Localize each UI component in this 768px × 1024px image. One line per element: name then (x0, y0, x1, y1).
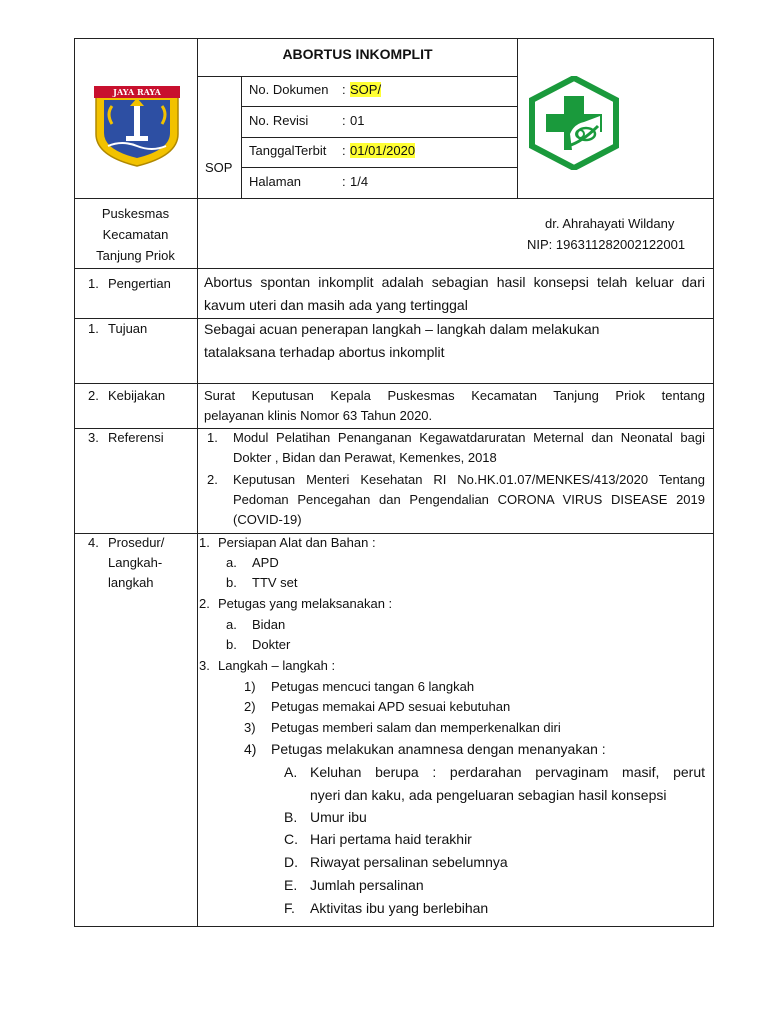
ref-2-line-2: Pedoman Pencegahan dan Pengendalian CORONA VIRUS DISEASE 2019 (233, 492, 705, 507)
meta-label-tanggal: TanggalTerbit (249, 143, 327, 158)
sop-label: SOP (205, 160, 233, 175)
sub-item: Petugas memakai APD sesuai kebutuhan (271, 699, 511, 714)
meta-value-dokumen: SOP/ (350, 82, 382, 97)
anamnesa-item: Jumlah persalinan (310, 877, 424, 893)
anamnesa-item: Hari pertama haid terakhir (310, 831, 472, 847)
meta-value-halaman: 1/4 (350, 174, 369, 189)
signer-nip: NIP: 196311282002122001 (527, 237, 686, 252)
kebijakan-line-2: pelayanan klinis Nomor 63 Tahun 2020. (204, 408, 433, 423)
sub-num: 4) (244, 741, 257, 757)
sub-item: Petugas mencuci tangan 6 langkah (271, 679, 475, 694)
puskesmas-logo (528, 76, 620, 170)
meta-colon: : (342, 174, 346, 189)
meta-value-revisi: 01 (350, 113, 365, 128)
tujuan-line-2: tatalaksana terhadap abortus inkomplit (204, 344, 445, 360)
anamnesa-num: A. (284, 764, 298, 780)
sub-item: APD (252, 555, 279, 570)
meta-colon: : (342, 113, 346, 128)
ref-1-line-1: Modul Pelatihan Penanganan Kegawatdaruratan Meternal dan Neonatal bagi (233, 430, 705, 445)
ref-num: 1. (207, 430, 218, 445)
step-3-text: Langkah – langkah : (218, 658, 336, 673)
signer-name: dr. Ahrahayati Wildany (545, 216, 675, 231)
kebijakan-line-1: Surat Keputusan Kepala Puskesmas Kecamatan Tanjung Priok tentang (204, 388, 705, 403)
sub-item: Dokter (252, 637, 291, 652)
anamnesa-item: Riwayat persalinan sebelumnya (310, 854, 508, 870)
row-label-kebijakan: Kebijakan (108, 388, 166, 403)
ref-2-line-3: (COVID-19) (233, 512, 302, 527)
row-num: 3. (88, 430, 99, 445)
document-title: ABORTUS INKOMPLIT (282, 46, 433, 62)
step-num: 3. (199, 658, 210, 673)
sub-num: a. (226, 555, 237, 570)
svg-text:JAYA RAYA: JAYA RAYA (113, 87, 161, 97)
anamnesa-num: B. (284, 809, 298, 825)
tujuan-line-1: Sebagai acuan penerapan langkah – langkah dalam melakukan (204, 321, 600, 337)
sub-item: Petugas melakukan anamnesa dengan menanyakan : (271, 741, 606, 757)
anamnesa-num: E. (284, 877, 298, 893)
sub-num: 2) (244, 699, 256, 714)
row-num: 2. (88, 388, 99, 403)
sub-num: b. (226, 575, 237, 590)
row-label-prosedur-3: langkah (108, 575, 154, 590)
row-label-tujuan: Tujuan (108, 321, 148, 336)
ref-2-line-1: Keputusan Menteri Kesehatan RI No.HK.01.07/MENKES/413/2020 Tentang (233, 472, 705, 487)
meta-label-revisi: No. Revisi (249, 113, 309, 128)
row-label-prosedur-2: Langkah- (108, 555, 163, 570)
sub-item: Bidan (252, 617, 286, 632)
anamnesa-item: Umur ibu (310, 809, 367, 825)
org-line-2: Kecamatan (102, 227, 169, 242)
row-num: 1. (88, 276, 99, 291)
org-line-3: Tanjung Priok (96, 248, 175, 263)
sub-num: 1) (244, 679, 256, 694)
row-label-prosedur-1: Prosedur/ (108, 535, 165, 550)
meta-colon: : (342, 143, 346, 158)
meta-colon: : (342, 82, 346, 97)
sub-item: Petugas memberi salam dan memperkenalkan diri (271, 720, 561, 735)
sub-num: b. (226, 637, 237, 652)
row-label-referensi: Referensi (108, 430, 164, 445)
row-num: 1. (88, 321, 99, 336)
anamnesa-item-cont: nyeri dan kaku, ada pengeluaran sebagian hasil konsepsi (310, 787, 667, 803)
pengertian-line-2: kavum uteri dan masih ada yang tertinggal (204, 297, 468, 313)
ref-num: 2. (207, 472, 218, 487)
ref-1-line-2: Dokter , Bidan dan Perawat, Kemenkes, 2018 (233, 450, 497, 465)
row-num: 4. (88, 535, 99, 550)
sub-num: 3) (244, 720, 256, 735)
anamnesa-num: C. (284, 831, 298, 847)
row-label-pengertian: Pengertian (108, 276, 171, 291)
step-2-text: Petugas yang melaksanakan : (218, 596, 393, 611)
anamnesa-num: F. (284, 900, 295, 916)
meta-value-tanggal: 01/01/2020 (350, 143, 416, 158)
sub-item: TTV set (252, 575, 298, 590)
step-num: 2. (199, 596, 210, 611)
meta-label-dokumen: No. Dokumen (249, 82, 329, 97)
meta-label-halaman: Halaman (249, 174, 302, 189)
step-1-text: Persiapan Alat dan Bahan : (218, 535, 376, 550)
jakarta-emblem-logo (92, 84, 182, 168)
pengertian-line-1: Abortus spontan inkomplit adalah sebagian hasil konsepsi telah keluar dari (204, 274, 705, 290)
sub-num: a. (226, 617, 237, 632)
anamnesa-item: Aktivitas ibu yang berlebihan (310, 900, 489, 916)
anamnesa-num: D. (284, 854, 298, 870)
org-line-1: Puskesmas (101, 206, 170, 221)
step-num: 1. (199, 535, 210, 550)
anamnesa-item: Keluhan berupa : perdarahan pervaginam masif, perut (310, 764, 705, 780)
